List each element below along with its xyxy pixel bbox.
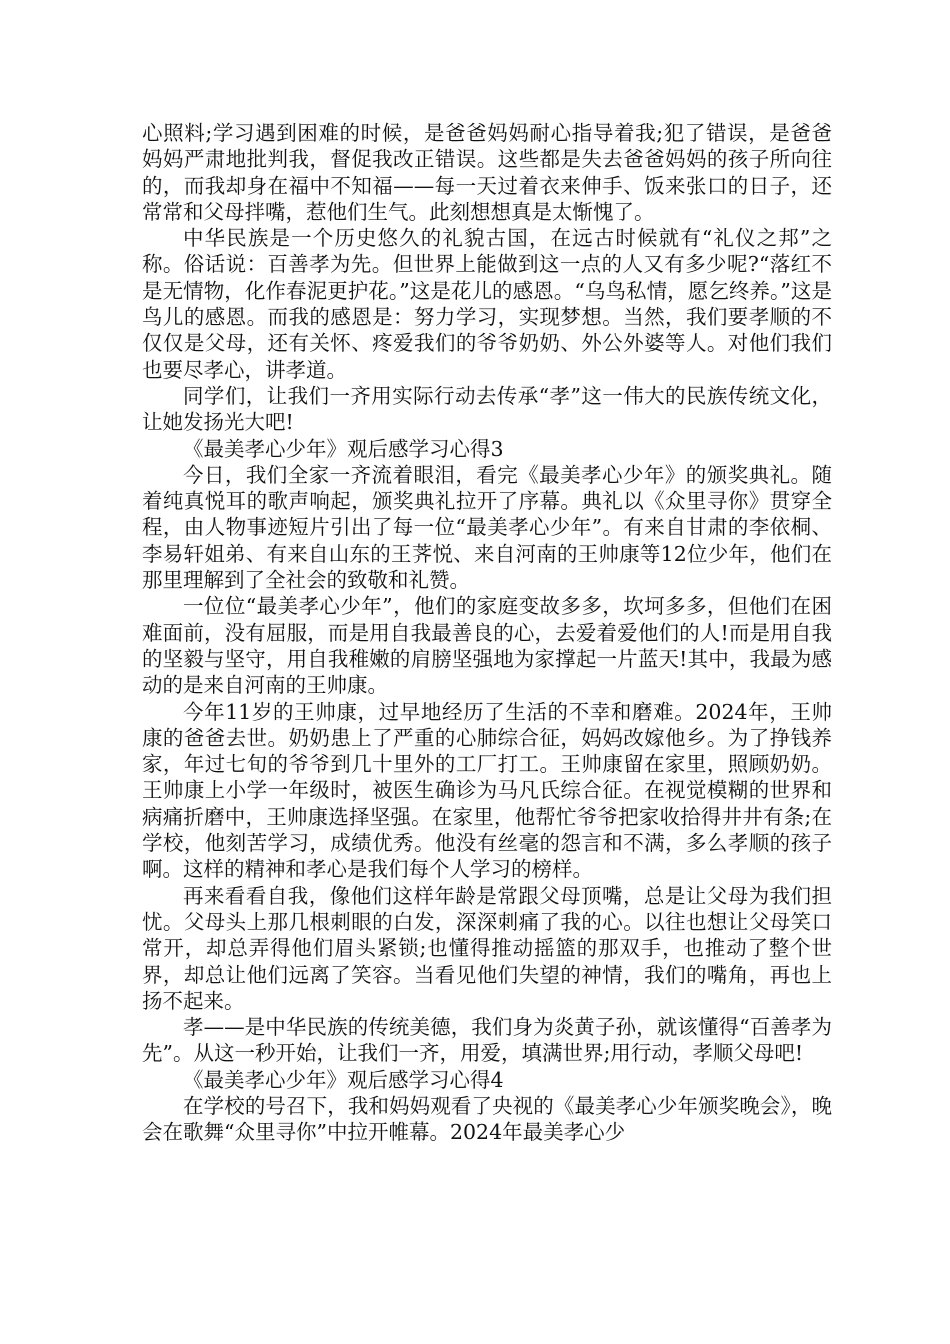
paragraph-award-ceremony: 今日，我们全家一齐流着眼泪，看完《最美孝心少年》的颁奖典礼。随着纯真悦耳的歌声响起，颁奖典礼拉开了序幕。典礼以《众里寻你》贯穿全程，由人物事迹短片引出了每一位“最美孝心少年”。有来自甘肃的李依桐、李易轩姐弟、有来自山东的王荠悦、来自河南的王帅康等12位少年，他们在那里理解到了全社会的致敬和礼赞。 — [142, 462, 832, 593]
paragraph-continuation: 心照料;学习遇到困难的时候，是爸爸妈妈耐心指导着我;犯了错误，是爸爸妈妈严肃地批判我，督促我改正错误。这些都是失去爸爸妈妈的孩子所向往的，而我却身在福中不知福——每一天过着衣来伸手、饭来张口的日子，还常常和父母拌嘴，惹他们生气。此刻想想真是太惭愧了。 — [142, 121, 832, 224]
paragraph-wang-shuaikang: 今年11岁的王帅康，过早地经历了生活的不幸和磨难。2024年，王帅康的爸爸去世。奶奶患上了严重的心肺综合征，妈妈改嫁他乡。为了挣钱养家，年过七旬的爷爷到几十里外的工厂打工。王帅康留在家里，照顾奶奶。王帅康上小学一年级时，被医生确诊为马凡氏综合征。在视觉模糊的世界和病痛折磨中，王帅康选择坚强。在家里，他帮忙爷爷把家收拾得井井有条;在学校，他刻苦学习，成绩优秀。他没有丝毫的怨言和不满，多么孝顺的孩子啊。这样的精神和孝心是我们每个人学习的榜样。 — [142, 699, 832, 882]
section-heading-3: 《最美孝心少年》观后感学习心得3 — [183, 436, 504, 461]
paragraph-conclusion: 孝——是中华民族的传统美德，我们身为炎黄子孙，就该懂得“百善孝为先”。从这一秒开始，让我们一齐，用爱，填满世界;用行动，孝顺父母吧! — [142, 1015, 832, 1066]
paragraph-call-to-action: 同学们，让我们一齐用实际行动去传承“孝”这一伟大的民族传统文化，让她发扬光大吧! — [142, 383, 832, 435]
paragraph-ritual-nation: 中华民族是一个历史悠久的礼貌古国，在远古时候就有“礼仪之邦”之称。俗话说：百善孝为先。但世界上能做到这一点的人又有多少呢?“落红不是无情物，化作春泥更护花。”这是花儿的感恩。“乌鸟私情，愿乞终养。”这是鸟儿的感恩。而我的感恩是：努力学习，实现梦想。当然，我们要孝顺的不仅仅是父母，还有关怀、疼爱我们的爷爷奶奶、外公外婆等人。对他们我们也要尽孝心，讲孝道。 — [142, 226, 832, 382]
paragraph-gala-intro: 在学校的号召下，我和妈妈观看了央视的《最美孝心少年颁奖晚会》，晚会在歌舞“众里寻你”中拉开帷幕。2024年最美孝心少 — [142, 1093, 832, 1145]
document-body — [142, 120, 832, 1146]
section-heading-4: 《最美孝心少年》观后感学习心得4 — [183, 1067, 504, 1092]
paragraph-filial-youths: 一位位“最美孝心少年”，他们的家庭变故多多，坎坷多多，但他们在困难面前，没有屈服，而是用自我最善良的心，去爱着爱他们的人!而是用自我的坚毅与坚守，用自我稚嫩的肩膀坚强地为家撑起一片蓝天!其中，我最为感动的是来自河南的王帅康。 — [142, 594, 832, 698]
paragraph-self-reflection: 再来看看自我，像他们这样年龄是常跟父母顶嘴，总是让父母为我们担忧。父母头上那几根刺眼的白发，深深刺痛了我的心。以往也想让父母笑口常开，却总弄得他们眉头紧锁;也懂得推动摇篮的那双手，也推动了整个世界，却总让他们远离了笑容。当看见他们失望的神情，我们的嘴角，再也上扬不起来。 — [142, 883, 832, 1013]
